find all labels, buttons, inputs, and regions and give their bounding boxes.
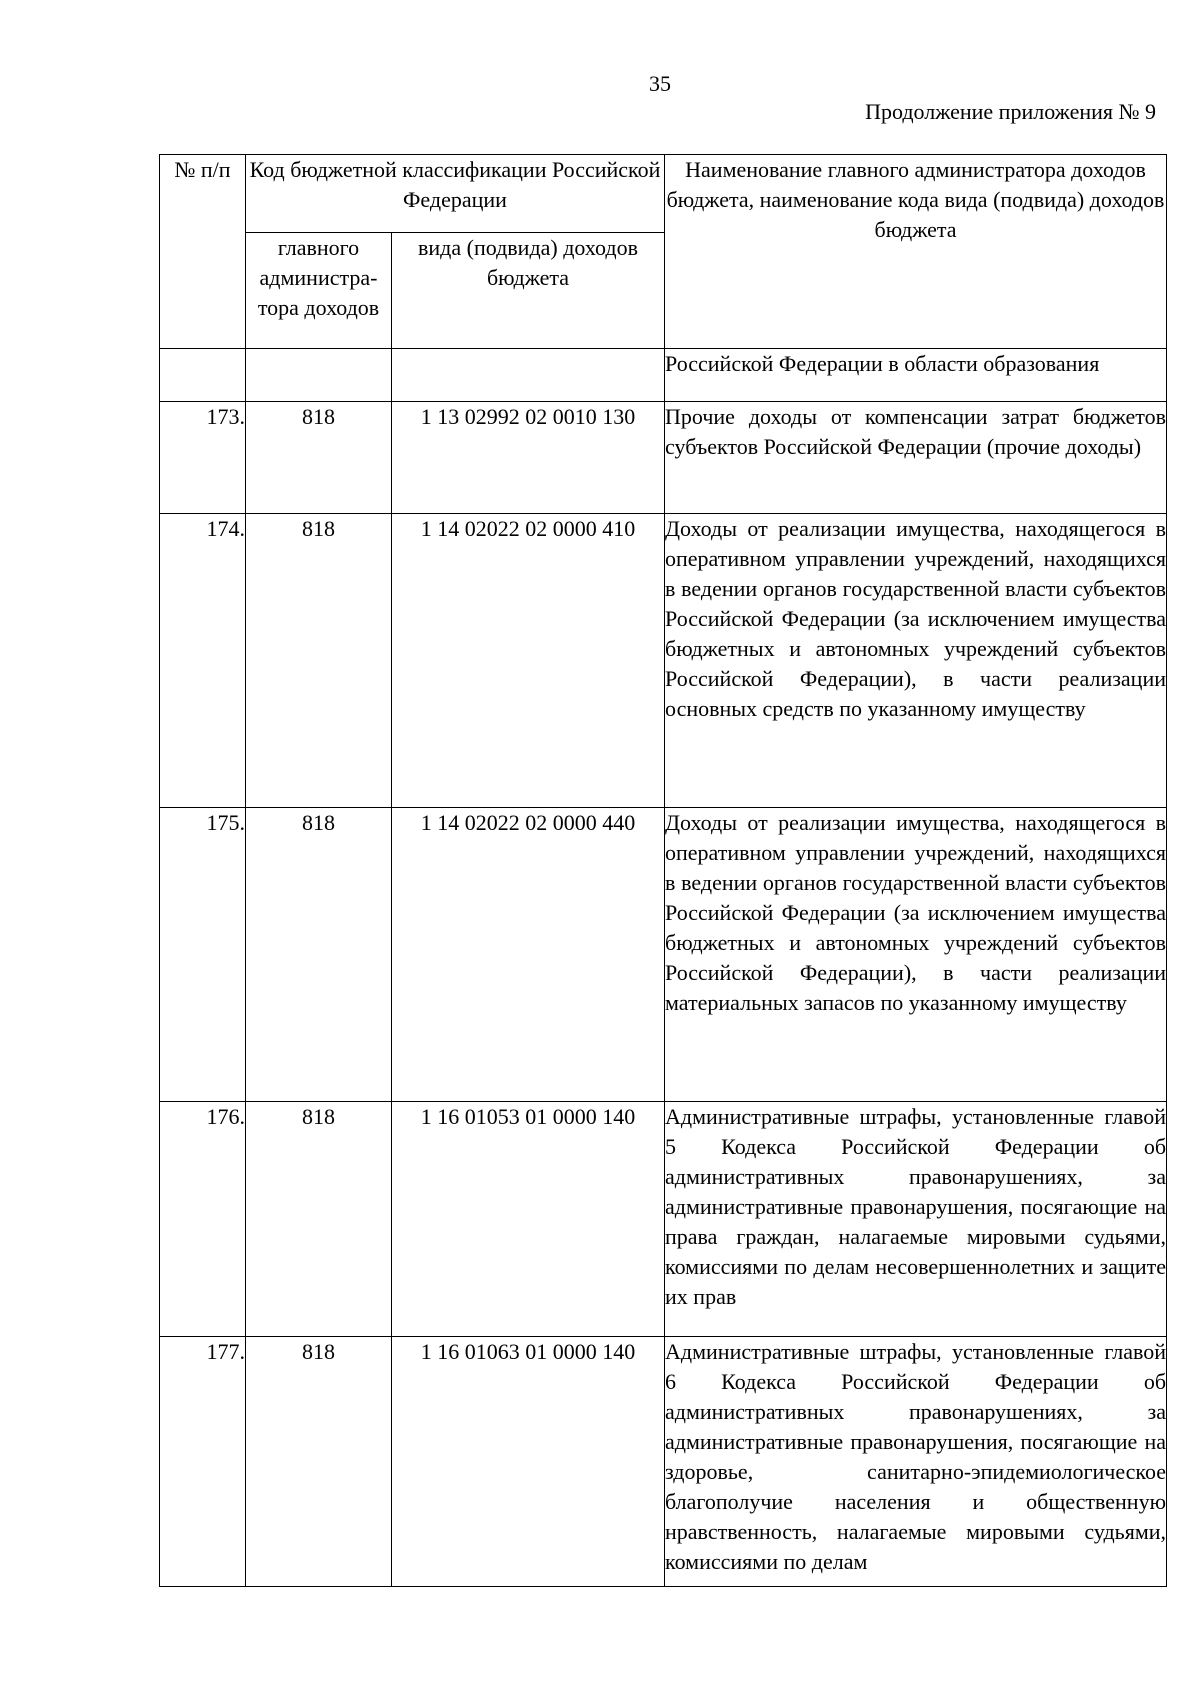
- row-name: Доходы от реализации имущества, находящегося в оперативном управлении учреждений, находящихся в ведении органов государственной власти субъектов Российской Федерации (за исключением имущества бюджетных и автономных учреждений субъектов Российской Федерации), в части реализации материальных запасов по указанному имуществу: [665, 808, 1167, 1102]
- row-income-code: 1 16 01063 01 0000 140: [392, 1337, 665, 1587]
- row-income-code: 1 14 02022 02 0000 440: [392, 808, 665, 1102]
- row-number: [160, 349, 246, 402]
- table-row: [160, 402, 1167, 514]
- row-admin-code: 818: [246, 514, 392, 808]
- row-income-code: 1 14 02022 02 0000 410: [392, 514, 665, 808]
- row-number: 174.: [160, 514, 246, 808]
- income-table: [159, 154, 1167, 1587]
- row-name: Административные штрафы, установленные главой 5 Кодекса Российской Федерации об административных правонарушениях, за административные правонарушения, посягающие на права граждан, налагаемые мировыми судьями, комиссиями по делам несовершеннолетних и защите их прав: [665, 1102, 1167, 1337]
- row-name: Российской Федерации в области образования: [665, 349, 1167, 402]
- header-income-kind-code: вида (подвида) доходов бюджета: [392, 233, 665, 349]
- table-row: [160, 808, 1167, 1102]
- table-body: [160, 349, 1167, 1587]
- row-admin-code: 818: [246, 1337, 392, 1587]
- row-income-code: [392, 349, 665, 402]
- header-code-group: Код бюджетной классификации Российской Федерации: [246, 155, 665, 233]
- table-row: [160, 1102, 1167, 1337]
- row-number: 176.: [160, 1102, 246, 1337]
- row-name: Прочие доходы от компенсации затрат бюджетов субъектов Российской Федерации (прочие доходы): [665, 402, 1167, 514]
- row-admin-code: 818: [246, 808, 392, 1102]
- row-number: 177.: [160, 1337, 246, 1587]
- page-number: 35: [649, 71, 671, 96]
- row-name: Административные штрафы, установленные главой 6 Кодекса Российской Федерации об административных правонарушениях, за административные правонарушения, посягающие на здоровье, санитарно-эпидемиологическое благополучие населения и общественную нравственность, налагаемые мировыми судьями, комиссиями по делам: [665, 1337, 1167, 1587]
- appendix-note: Продолжение приложения № 9: [865, 99, 1156, 124]
- row-admin-code: 818: [246, 402, 392, 514]
- header-number: № п/п: [160, 155, 246, 349]
- row-name: Доходы от реализации имущества, находящегося в оперативном управлении учреждений, находящихся в ведении органов государственной власти субъектов Российской Федерации (за исключением имущества бюджетных и автономных учреждений субъектов Российской Федерации), в части реализации основных средств по указанному имуществу: [665, 514, 1167, 808]
- header-name: Наименование главного администратора доходов бюджета, наименование кода вида (подвида) доходов бюджета: [665, 155, 1167, 349]
- table-row: [160, 514, 1167, 808]
- row-admin-code: 818: [246, 1102, 392, 1337]
- row-number: 173.: [160, 402, 246, 514]
- table-header: [160, 155, 1167, 349]
- table-row: [160, 1337, 1167, 1587]
- row-income-code: 1 13 02992 02 0010 130: [392, 402, 665, 514]
- table-row-continuation: [160, 349, 1167, 402]
- row-income-code: 1 16 01053 01 0000 140: [392, 1102, 665, 1337]
- row-admin-code: [246, 349, 392, 402]
- header-admin-code: главного администра-тора доходов: [246, 233, 392, 349]
- row-number: 175.: [160, 808, 246, 1102]
